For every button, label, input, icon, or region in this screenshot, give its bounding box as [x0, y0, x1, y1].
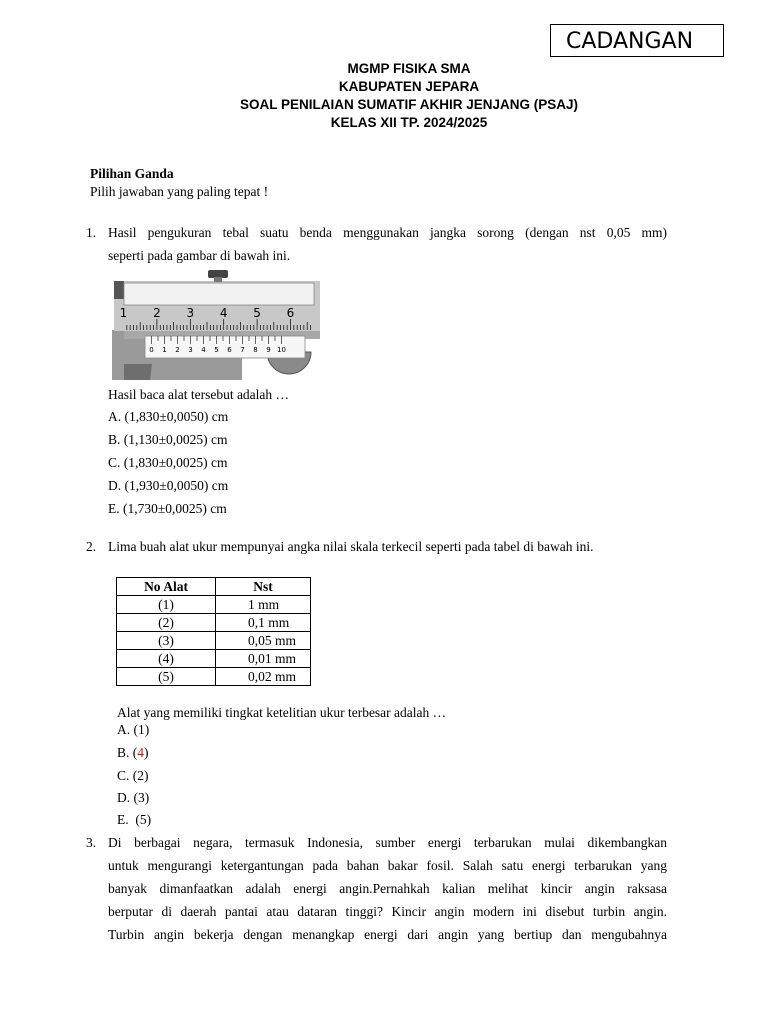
q2-option-value-highlighted: 4 — [137, 745, 145, 760]
q2-option-open: ( — [129, 768, 138, 783]
q2-option-close: ) — [144, 722, 150, 737]
table-cell-nst — [216, 614, 311, 632]
table-row — [117, 614, 311, 632]
vernier-caliper-figure — [112, 268, 324, 382]
question-3-line: Di berbagai negara, termasuk Indonesia, sumber energi terbarukan mulai dikembangkan — [108, 835, 667, 850]
header-line-4: KELAS XII TP. 2024/2025 — [330, 115, 488, 130]
table-header-nst: Nst — [216, 578, 311, 596]
main-scale-label: 5 — [253, 306, 261, 320]
question-1-prompt: Hasil baca alat tersebut adalah … — [108, 387, 290, 402]
question-2-text: Lima buah alat ukur mempunyai angka nilai skala terkecil seperti pada tabel di bawah ini. — [108, 539, 594, 554]
main-scale-label: 2 — [153, 306, 161, 320]
table-cell-nst-value: 1 mm — [248, 597, 280, 612]
q2-option-value: 1 — [138, 722, 145, 737]
q2-option-letter: A. — [117, 722, 131, 737]
q2-option-letter: C. — [117, 768, 130, 783]
main-scale-label: 3 — [186, 306, 195, 320]
caliper-beam-end — [114, 281, 124, 299]
q2-option-d[interactable] — [117, 790, 149, 806]
table-row — [117, 668, 311, 686]
caliper-jaw — [124, 364, 152, 380]
table-cell-alat: (1) — [117, 596, 216, 614]
q2-option-close: ) — [144, 790, 150, 805]
section-instruction: Pilih jawaban yang paling tepat ! — [90, 184, 269, 199]
vernier-scale-label: 4 — [201, 346, 206, 354]
nst-table — [116, 577, 311, 686]
vernier-scale-label: 2 — [175, 346, 180, 354]
question-3-line: banyak dimanfaatkan adalah energi angin.Pernahkah kalian melihat kincir angin raksasa — [108, 881, 667, 896]
table-row — [117, 650, 311, 668]
question-3-line: Turbin angin bekerja dengan menangkap energi dari angin yang bertiup dan mengubahnya — [108, 927, 667, 942]
vernier-scale-label: 5 — [214, 346, 219, 354]
question-1-line-2: seperti pada gambar di bawah ini. — [108, 248, 291, 263]
q2-option-open: ( — [128, 812, 140, 827]
table-cell-nst — [216, 650, 311, 668]
question-1-line-1: Hasil pengukuran tebal suatu benda menggunakan jangka sorong (dengan nst 0,05 mm) — [108, 225, 667, 240]
table-cell-alat: (4) — [117, 650, 216, 668]
vernier-scale-label: 0 — [149, 346, 154, 354]
vernier-scale-label: 1 — [162, 346, 167, 354]
table-row — [117, 632, 311, 650]
reserve-stamp: CADANGAN — [550, 24, 724, 57]
table-header-no-alat: No Alat — [117, 578, 216, 596]
main-scale-label: 1 — [119, 306, 128, 320]
q2-option-value: 2 — [137, 768, 145, 783]
table-cell-nst — [216, 668, 311, 686]
q1-option-d[interactable]: D. (1,930±0,0050) cm — [108, 478, 229, 493]
q1-option-e[interactable]: E. (1,730±0,0025) cm — [108, 501, 227, 516]
q2-option-letter: D. — [117, 790, 131, 805]
question-3-line: untuk mengurangi ketergantungan pada bahan bakar fosil. Salah satu energi terbarukan yang — [108, 858, 667, 873]
q2-option-open: ( — [130, 722, 138, 737]
table-cell-nst-value: 0,02 mm — [248, 669, 297, 684]
q2-option-c[interactable] — [117, 768, 149, 784]
table-cell-nst-value: 0,1 mm — [248, 615, 290, 630]
table-cell-nst — [216, 596, 311, 614]
table-cell-nst — [216, 632, 311, 650]
q2-option-close: ) — [146, 812, 152, 827]
q2-option-open: ( — [130, 790, 138, 805]
caliper-lock-screw — [208, 270, 228, 278]
q2-option-value: 5 — [139, 812, 147, 827]
section-title: Pilihan Ganda — [90, 166, 174, 181]
question-3-number: 3. — [86, 835, 97, 850]
q2-option-open: ( — [129, 745, 138, 760]
q2-option-close: ) — [144, 745, 149, 760]
table-cell-nst-value: 0,05 mm — [248, 633, 297, 648]
header-line-3: SOAL PENILAIAN SUMATIF AKHIR JENJANG (PSAJ) — [239, 97, 579, 112]
table-cell-alat: (5) — [117, 668, 216, 686]
vernier-scale-label: 3 — [188, 346, 193, 354]
q2-option-value: 3 — [138, 790, 145, 805]
q1-option-a[interactable]: A. (1,830±0,0050) cm — [108, 409, 229, 424]
question-1-number: 1. — [86, 225, 97, 240]
vernier-scale-label: 7 — [240, 346, 245, 354]
question-2-number: 2. — [86, 539, 97, 554]
header-line-2: KABUPATEN JEPARA — [338, 79, 480, 94]
caliper-main-strip — [124, 283, 314, 305]
question-3-text — [108, 831, 667, 946]
table-cell-nst-value: 0,01 mm — [248, 651, 297, 666]
q2-option-letter: B. — [117, 745, 130, 760]
question-2-prompt: Alat yang memiliki tingkat ketelitian ukur terbesar adalah … — [117, 705, 447, 720]
exam-header — [0, 60, 768, 132]
question-1-text — [108, 221, 667, 267]
main-scale-label: 4 — [219, 306, 228, 320]
table-header-row — [117, 578, 311, 596]
table-cell-alat: (2) — [117, 614, 216, 632]
vernier-scale-label: 10 — [277, 346, 286, 354]
table-cell-alat: (3) — [117, 632, 216, 650]
vernier-scale-label: 6 — [227, 346, 232, 354]
q2-option-a[interactable] — [117, 722, 149, 738]
caliper-screw-stem — [214, 277, 222, 282]
main-scale-label: 6 — [286, 306, 295, 320]
q2-option-b[interactable] — [117, 745, 149, 761]
q2-option-e[interactable] — [117, 812, 151, 828]
question-3-line: berputar di daerah pantai atau dataran tinggi? Kincir angin modern ini disebut turbin angin. — [108, 904, 667, 919]
vernier-scale-label: 9 — [266, 346, 271, 354]
q2-option-close: ) — [144, 768, 149, 783]
q1-option-c[interactable]: C. (1,830±0,0025) cm — [108, 455, 228, 470]
q2-option-letter: E. — [117, 812, 129, 827]
table-row — [117, 596, 311, 614]
q1-option-b[interactable]: B. (1,130±0,0025) cm — [108, 432, 228, 447]
vernier-scale-label: 8 — [253, 346, 258, 354]
header-line-1: MGMP FISIKA SMA — [347, 61, 471, 76]
